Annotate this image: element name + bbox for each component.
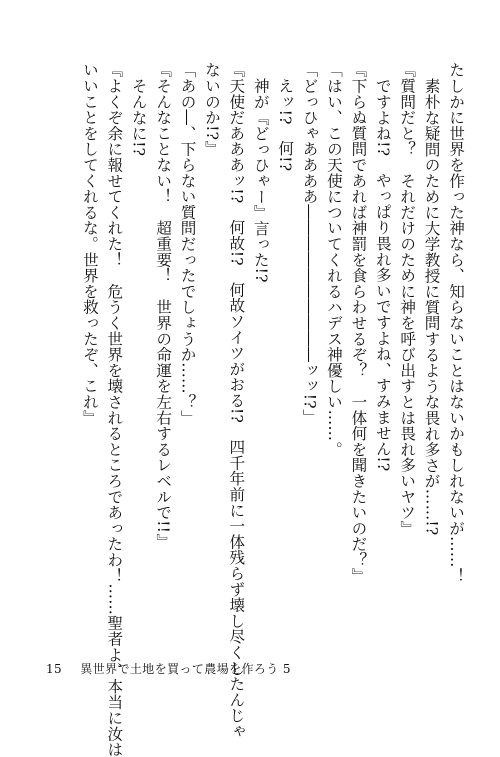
text-column: 「どっひゃああああ――――――――――ッッ!?」 xyxy=(300,62,319,425)
text-column: ですよね!? やっぱり畏れ多いですよね、すみません!? xyxy=(373,78,392,472)
text-column: 『質問だと？ それだけのために神を呼び出すとは畏れ多いヤツ』 xyxy=(398,62,417,536)
text-column: 「あの―、下らない質問だったでしょうか……？」 xyxy=(178,62,197,426)
text-column: 『よくぞ余に報せてくれた！ 危うく世界を壊されるところであったわ！……聖者よ、本当に汝は xyxy=(105,62,124,757)
page-footer xyxy=(46,660,291,677)
text-column: えッ!? 何!? xyxy=(276,78,295,172)
text-column: いいことをしてくれるな。世界を救ったぞ、これ』 xyxy=(80,62,99,426)
text-column: ないのか!?』 xyxy=(202,62,221,157)
text-column: 素朴な疑問のために大学教授に質問するような畏れ多さが……!? xyxy=(422,78,441,536)
book-title: 異世界で土地を買って農場を作ろう 5 xyxy=(80,662,291,676)
text-column: 『下らぬ質問であれば神罰を食らわせるぞ？ 一体何を聞きたいのだ？』 xyxy=(349,62,368,584)
text-column: 「はい、この天使についてくれるハデス神優しい……。 xyxy=(324,62,343,457)
text-column: たしかに世界を作った神なら、知らないことはないかもしれないが……！ xyxy=(447,62,465,584)
text-column: 『天使だあああッ!? 何故!? 何故ソイツがおる!? 四千年前に一体残らず壊し尽くしたんじゃ xyxy=(227,62,246,740)
text-column: そんなに!? xyxy=(129,78,148,157)
page-number: 15 xyxy=(46,662,63,676)
text-column: 『そんなことない！ 超重要！ 世界の命運を左右するレベルで!!』 xyxy=(154,62,173,549)
text-column: 神が『どっひゃー』言った!? xyxy=(251,78,270,283)
